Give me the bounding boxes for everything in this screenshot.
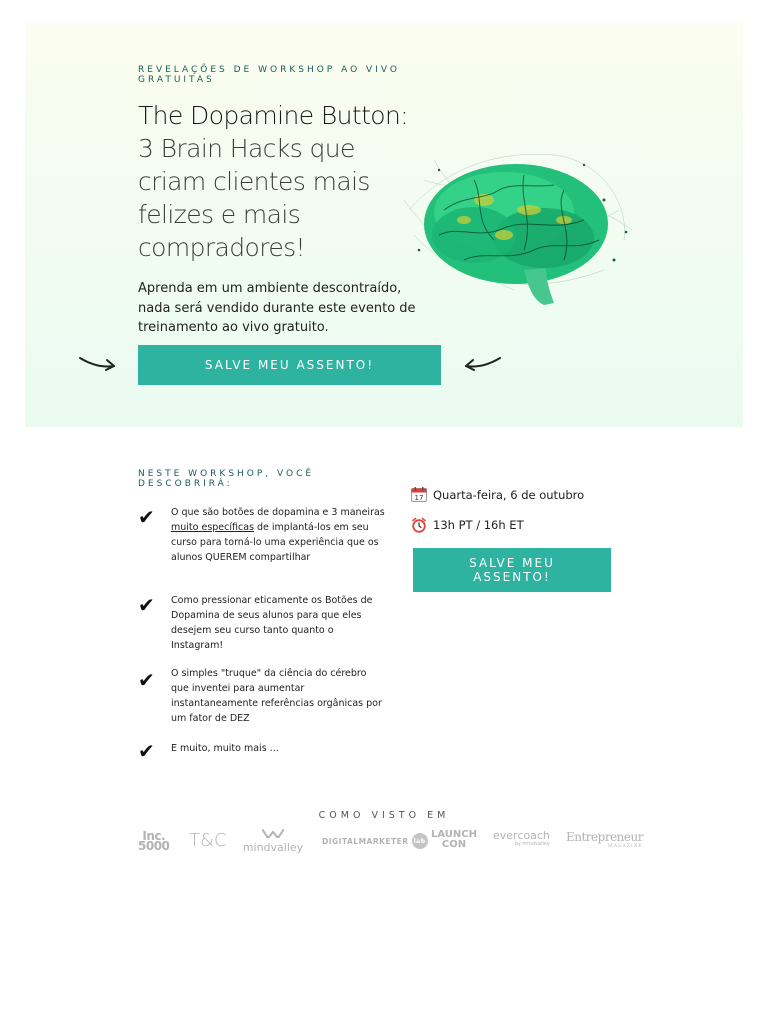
- workshop-eyebrow: NESTE WORKSHOP, VOCÊ DESCOBRIRÁ:: [138, 469, 315, 489]
- list-item-text: Como pressionar eticamente os Botões de Dopamina de seus alunos para que eles desejem seu curso tanto quanto o Instagram!: [171, 595, 373, 651]
- list-item-text: E muito, muito mais ...: [171, 743, 279, 754]
- checkmark-icon: ✔: [138, 505, 155, 529]
- inc5000-logo: Inc. 5000: [138, 829, 170, 853]
- brain-illustration-icon: [404, 140, 634, 315]
- page-title: [138, 99, 428, 264]
- alarm-clock-icon: [411, 517, 427, 533]
- tc-logo: T&C: [189, 830, 227, 851]
- title-subtitle: 3 Brain Hacks que criam clientes mais felizes e mais compradores!: [138, 134, 370, 262]
- mindvalley-logo: mindvalley: [242, 828, 304, 854]
- digitalmarketer-logo: DIGITALMARKETER lab: [322, 833, 428, 849]
- list-item: [136, 505, 386, 565]
- arrow-left-icon: [462, 352, 502, 374]
- calendar-icon: [411, 487, 427, 502]
- launchcon-logo: LAUNCH CON: [431, 829, 478, 850]
- checkmark-icon: ✔: [138, 593, 155, 617]
- list-item: [136, 666, 386, 726]
- save-seat-button-sidebar[interactable]: SALVE MEU ASSENTO!: [413, 548, 611, 592]
- underlined-text: muito específicas: [171, 522, 254, 533]
- checkmark-icon: ✔: [138, 668, 155, 692]
- event-time-text: 13h PT / 16h ET: [433, 518, 524, 532]
- title-main: The Dopamine Button:: [138, 101, 409, 130]
- arrow-right-icon: [78, 352, 118, 374]
- list-item-text: O que são botões de dopamina e 3 maneiras muito específicas de implantá-los em seu curso para torná-lo uma experiência que os alunos QUEREM compartilhar: [171, 507, 385, 563]
- evercoach-logo: evercoach by mindvalley: [493, 829, 550, 847]
- mindvalley-mark-icon: [262, 829, 284, 838]
- hero-description: Aprenda em um ambiente descontraído, nada será vendido durante este evento de treinamento ao vivo gratuito.: [138, 281, 416, 335]
- hero-eyebrow: REVELAÇÕES DE WORKSHOP AO VIVO GRATUITAS: [138, 65, 400, 85]
- list-item: [136, 593, 386, 653]
- event-date: [411, 487, 584, 502]
- entrepreneur-logo: Entrepreneur MAGAZINE: [566, 830, 643, 849]
- event-date-text: Quarta-feira, 6 de outubro: [433, 487, 585, 502]
- list-item: [136, 739, 279, 763]
- save-seat-button-hero[interactable]: SALVE MEU ASSENTO!: [138, 345, 441, 385]
- svg-text:17: 17: [414, 494, 424, 502]
- checkmark-icon: ✔: [138, 739, 155, 763]
- list-item-text: O simples "truque" da ciência do cérebro que inventei para aumentar instantaneamente referências orgânicas por um fator de DEZ: [171, 668, 382, 724]
- event-time: [411, 517, 524, 533]
- lab-badge: lab: [412, 833, 428, 849]
- press-label: COMO VISTO EM: [318, 810, 450, 821]
